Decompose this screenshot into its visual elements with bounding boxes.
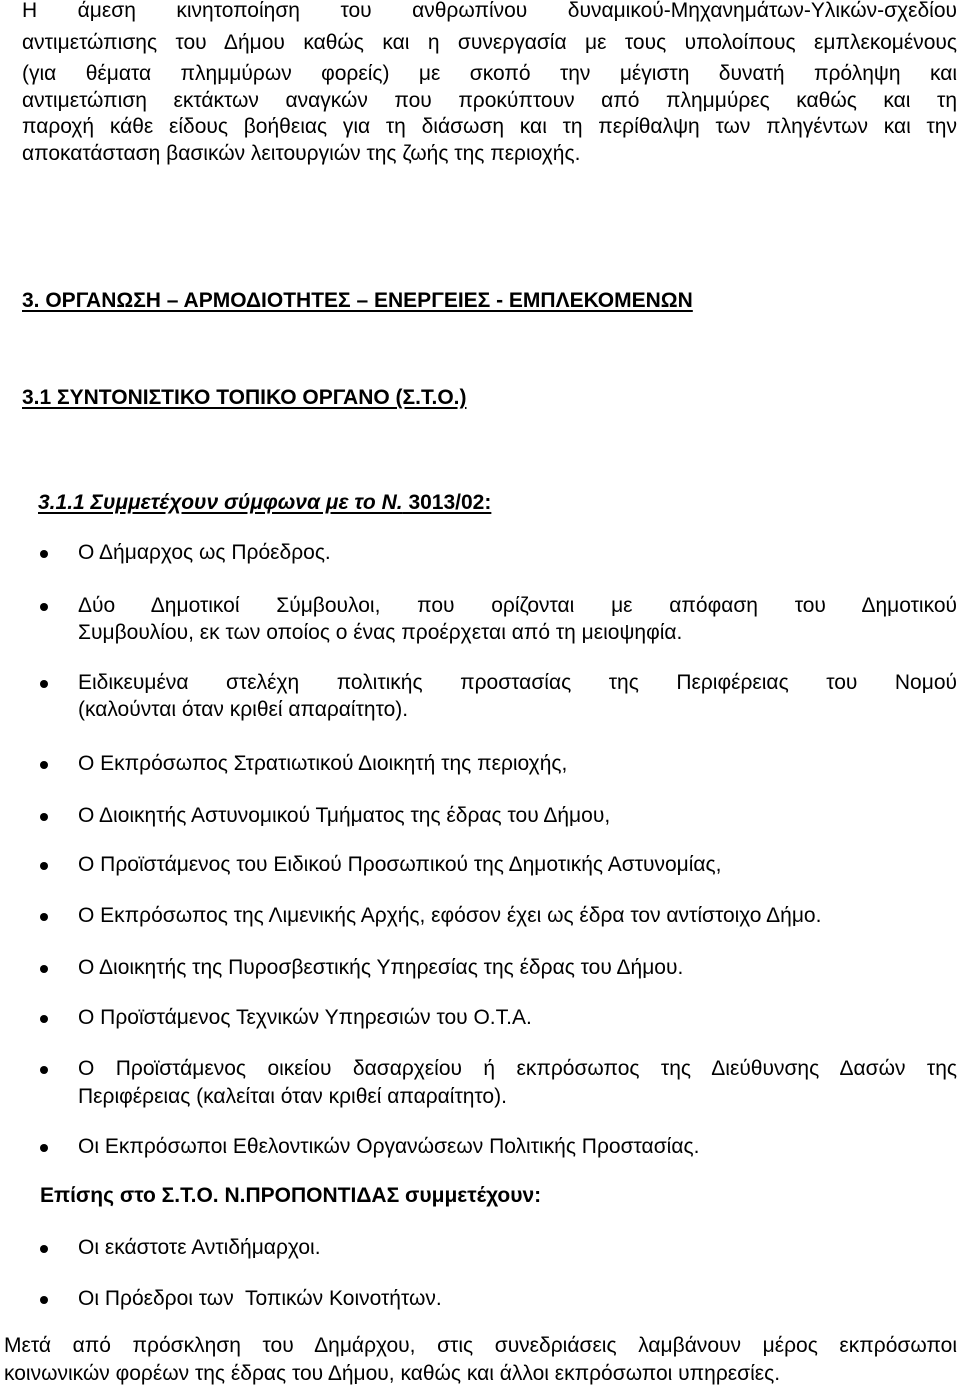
list-item-text: Ο Εκπρόσωπος Στρατιωτικού Διοικητή της περιοχής, (78, 752, 568, 775)
section-3-1-1-heading-rest: 3013/02: (402, 491, 492, 514)
list-item-text: Οι Πρόεδροι των Τοπικών Κοινοτήτων. (78, 1287, 442, 1310)
bullet-icon (40, 1015, 48, 1023)
bullet-icon (40, 1144, 48, 1152)
bullet-icon (40, 1245, 48, 1253)
also-participate-heading: Επίσης στο Σ.Τ.Ο. Ν.ΠΡΟΠΟΝΤΙΔΑΣ συμμετέχουν: (40, 1184, 542, 1207)
bullet-icon (40, 761, 48, 769)
bullet-icon (40, 550, 48, 558)
bullet-icon (40, 1296, 48, 1304)
bullet-icon (40, 680, 48, 688)
list-item-text: Ο Προϊστάμενος οικείου δασαρχείου ή εκπρόσωπος της Διεύθυνσης Δασών της (78, 1057, 957, 1080)
closing-line: Μετά από πρόσκληση του Δημάρχου, στις συνεδριάσεις λαμβάνουν μέρος εκπρόσωποι (4, 1334, 957, 1357)
intro-line: αντιμετώπιση εκτάκτων αναγκών που προκύπτουν από πλημμύρες καθώς και τη (22, 89, 957, 112)
intro-line: (για θέματα πλημμύρων φορείς) με σκοπό την μέγιστη δυνατή πρόληψη και (22, 62, 957, 85)
list-item-text: Ο Διοικητής της Πυροσβεστικής Υπηρεσίας της έδρας του Δήμου. (78, 956, 684, 979)
list-item-text: Ο Προϊστάμενος του Ειδικού Προσωπικού της Δημοτικής Αστυνομίας, (78, 853, 722, 876)
list-item-text: Ο Προϊστάμενος Τεχνικών Υπηρεσιών του Ο.Τ.Α. (78, 1006, 532, 1029)
section-3-1-1-heading-italic: 3.1.1 Συμμετέχουν σύμφωνα με το Ν. (38, 491, 403, 514)
bullet-icon (40, 603, 48, 611)
intro-line: αποκατάσταση βασικών λειτουργιών της ζωής της περιοχής. (22, 142, 581, 165)
bullet-icon (40, 862, 48, 870)
list-item-text: Συμβουλίου, εκ των οποίος ο ένας προέρχεται από τη μειοψηφία. (78, 621, 683, 644)
section-3-1-heading: 3.1 ΣΥΝΤΟΝΙΣΤΙΚΟ ΤΟΠΙΚΟ ΟΡΓΑΝΟ (Σ.Τ.Ο.) (22, 386, 467, 409)
list-item-text: Περιφέρειας (καλείται όταν κριθεί απαραίτητο). (78, 1085, 507, 1108)
list-item-text: Οι Εκπρόσωποι Εθελοντικών Οργανώσεων Πολιτικής Προστασίας. (78, 1135, 700, 1158)
list-item-text: Ο Διοικητής Αστυνομικού Τμήματος της έδρας του Δήμου, (78, 804, 611, 827)
list-item-text: Ειδικευμένα στελέχη πολιτικής προστασίας της Περιφέρειας του Νομού (78, 671, 957, 694)
list-item-text: Ο Δήμαρχος ως Πρόεδρος. (78, 541, 331, 564)
bullet-icon (40, 913, 48, 921)
list-item-text: Δύο Δημοτικοί Σύμβουλοι, που ορίζονται με απόφαση του Δημοτικού (78, 594, 957, 617)
section-3-1-1-heading (38, 490, 491, 516)
bullet-icon (40, 813, 48, 821)
section-3-heading: 3. ΟΡΓΑΝΩΣΗ – ΑΡΜΟΔΙΟΤΗΤΕΣ – ΕΝΕΡΓΕΙΕΣ - ΕΜΠΛΕΚΟΜΕΝΩΝ (22, 289, 693, 312)
closing-line: κοινωνικών φορέων της έδρας του Δήμου, καθώς και άλλοι εκπρόσωποι υπηρεσίες. (4, 1362, 781, 1385)
intro-line: Η άμεση κινητοποίηση του ανθρωπίνου δυναμικού-Μηχανημάτων-Υλικών-σχεδίου (22, 0, 957, 22)
bullet-icon (40, 965, 48, 973)
list-item-text: (καλούνται όταν κριθεί απαραίτητο). (78, 698, 409, 721)
intro-line: παροχή κάθε είδους βοήθειας για τη διάσωση και τη περίθαλψη των πληγέντων και την (22, 115, 957, 138)
intro-line: αντιμετώπισης του Δήμου καθώς και η συνεργασία με τους υπολοίπους εμπλεκομένους (22, 31, 957, 54)
list-item-text: Ο Εκπρόσωπος της Λιμενικής Αρχής, εφόσον έχει ως έδρα τον αντίστοιχο Δήμο. (78, 904, 822, 927)
list-item-text: Οι εκάστοτε Αντιδήμαρχοι. (78, 1236, 321, 1259)
bullet-icon (40, 1066, 48, 1074)
